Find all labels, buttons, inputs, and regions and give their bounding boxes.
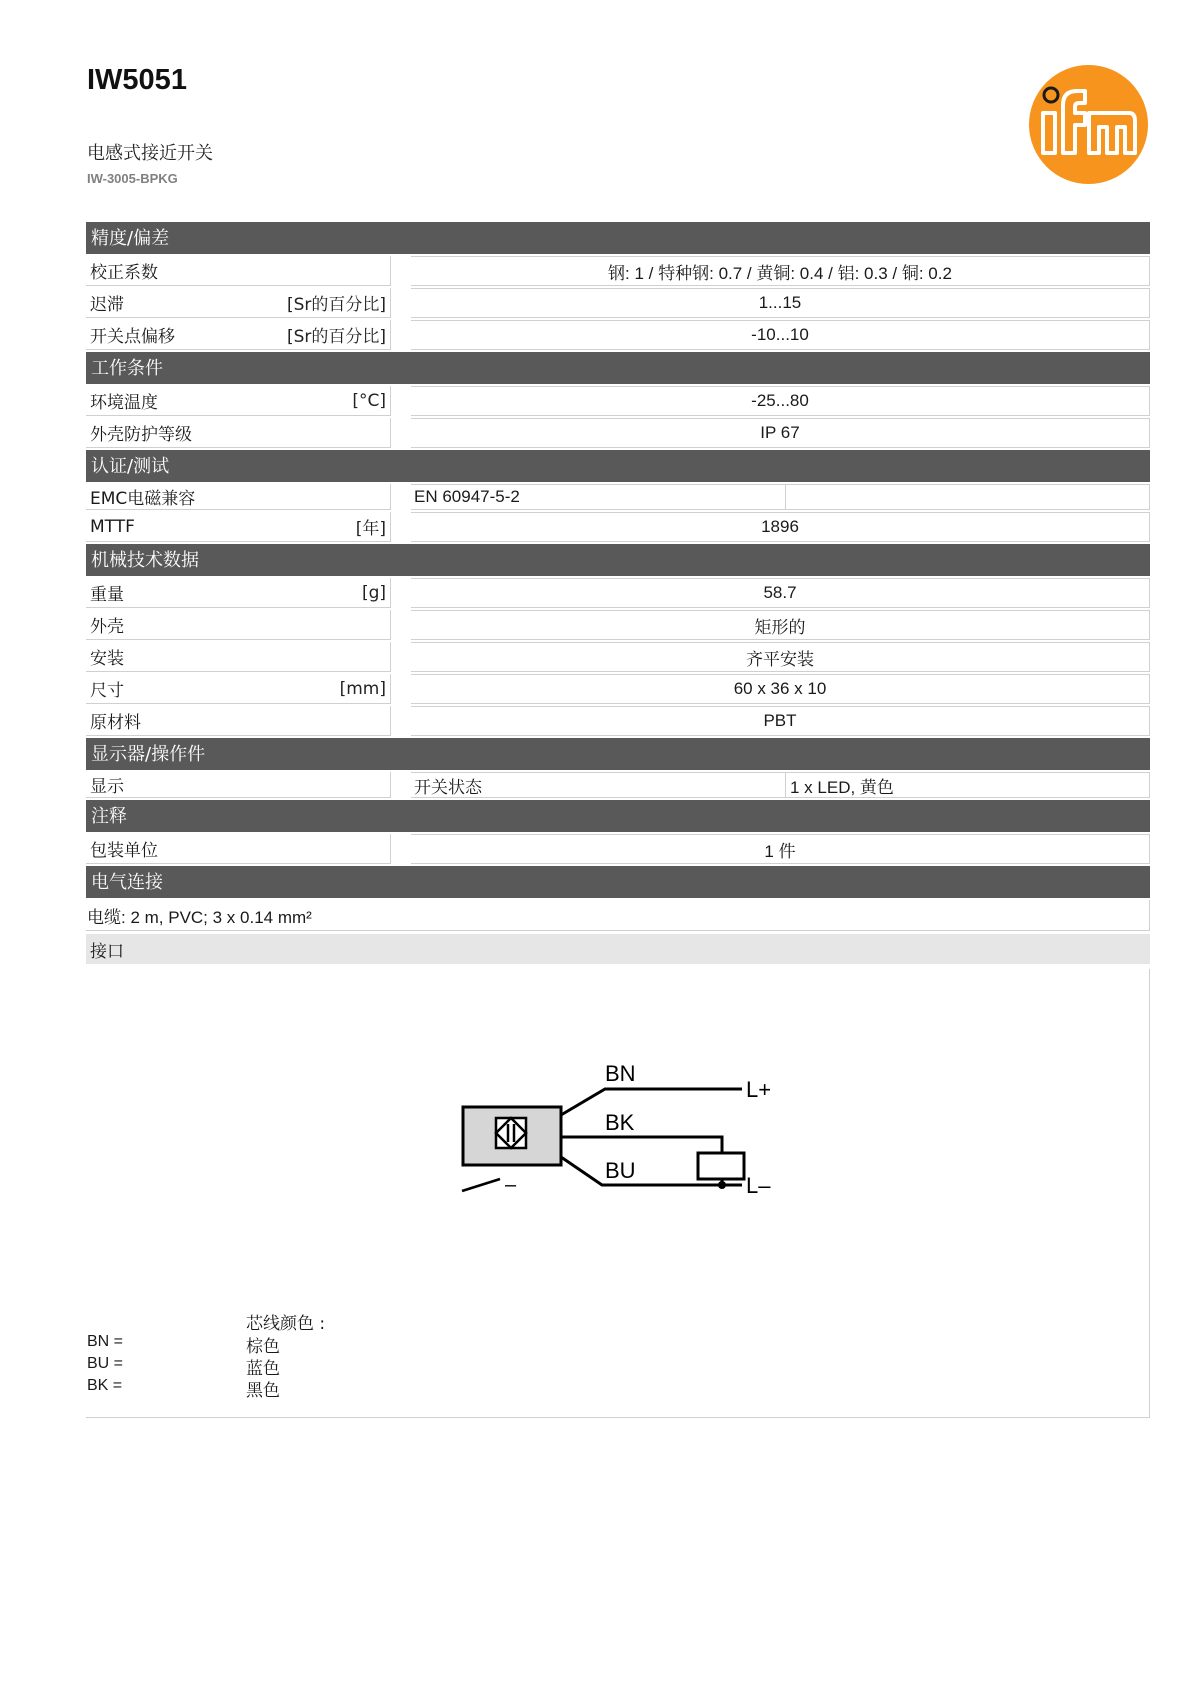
row-weight xyxy=(86,578,1150,608)
spec-table xyxy=(86,220,1150,1418)
row-value: -10...10 xyxy=(411,320,1150,350)
terminal-lminus: L– xyxy=(746,1173,771,1198)
legend-value: 蓝色 xyxy=(246,1359,280,1379)
row-switch-point-drift xyxy=(86,320,1150,350)
row-label: EMC电磁兼容 xyxy=(90,489,196,509)
interface-header: 接口 xyxy=(86,934,1150,964)
section-header-display: 显示器/操作件 xyxy=(86,738,1150,770)
wire-label-bk: BK xyxy=(605,1110,635,1135)
row-value: 1 件 xyxy=(411,834,1150,864)
row-value: 矩形的 xyxy=(411,610,1150,640)
row-label: 外壳 xyxy=(90,617,124,637)
row-label: 尺寸 xyxy=(90,681,124,701)
row-unit: [°C] xyxy=(352,390,386,411)
row-label: 重量 xyxy=(90,585,124,605)
row-label: MTTF xyxy=(90,516,135,537)
row-value: -25...80 xyxy=(411,386,1150,416)
row-label: 开关点偏移 xyxy=(90,327,175,347)
row-label: 包装单位 xyxy=(90,841,158,861)
legend-key: BN = xyxy=(87,1333,124,1350)
row-value: PBT xyxy=(411,706,1150,736)
row-value: 钢: 1 / 特种钢: 0.7 / 黄铜: 0.4 / 铝: 0.3 / 铜: 0.2 xyxy=(411,256,1150,286)
row-housing xyxy=(86,610,1150,640)
section-header-approvals: 认证/测试 xyxy=(86,450,1150,482)
row-label: 外壳防护等级 xyxy=(90,425,192,445)
row-label: 迟滞 xyxy=(90,295,124,315)
row-value: 齐平安装 xyxy=(411,642,1150,672)
row-unit: [Sr的百分比] xyxy=(286,295,386,315)
section-header-accuracy: 精度/偏差 xyxy=(86,222,1150,254)
row-label: 显示 xyxy=(90,777,124,797)
row-emc xyxy=(86,484,1150,510)
legend-value: 黑色 xyxy=(246,1381,280,1401)
section-header-electrical: 电气连接 xyxy=(86,866,1150,898)
product-title: IW5051 xyxy=(87,64,187,96)
wire-label-bu: BU xyxy=(605,1158,636,1183)
interface-panel xyxy=(86,969,1150,1418)
row-value: 1 x LED, 黄色 xyxy=(786,772,1150,798)
row-protection xyxy=(86,418,1150,448)
wiring-diagram xyxy=(460,1045,860,1235)
section-header-operating: 工作条件 xyxy=(86,352,1150,384)
row-display xyxy=(86,772,1150,798)
row-ambient-temp xyxy=(86,386,1150,416)
cable-spec: 电缆: 2 m, PVC; 3 x 0.14 mm² xyxy=(86,900,1150,931)
row-value: 1...15 xyxy=(411,288,1150,318)
row-value: IP 67 xyxy=(411,418,1150,448)
row-mttf xyxy=(86,512,1150,542)
legend-key: BK = xyxy=(87,1377,123,1394)
row-value: 58.7 xyxy=(411,578,1150,608)
row-mounting xyxy=(86,642,1150,672)
row-label: 原材料 xyxy=(90,713,141,733)
ifm-logo xyxy=(1029,65,1148,184)
legend-value: 棕色 xyxy=(246,1337,280,1357)
product-code: IW-3005-BPKG xyxy=(87,171,178,186)
row-value: 60 x 36 x 10 xyxy=(411,674,1150,704)
row-dimensions xyxy=(86,674,1150,704)
section-header-notes: 注释 xyxy=(86,800,1150,832)
row-hysteresis xyxy=(86,288,1150,318)
row-value: EN 60947-5-2 xyxy=(411,484,786,510)
row-correction-factor xyxy=(86,256,1150,286)
row-unit: [年] xyxy=(355,519,386,539)
row-material xyxy=(86,706,1150,736)
legend-heading: 芯线颜色 : xyxy=(246,1314,326,1334)
row-packaging xyxy=(86,834,1150,864)
row-value-empty xyxy=(786,484,1150,510)
switch-symbol: – xyxy=(505,1174,517,1196)
legend-key: BU = xyxy=(87,1355,124,1372)
wire-label-bn: BN xyxy=(605,1061,636,1086)
row-label: 校正系数 xyxy=(90,263,158,283)
row-value: 1896 xyxy=(411,512,1150,542)
row-label: 安装 xyxy=(90,649,124,669)
row-label: 环境温度 xyxy=(90,393,158,413)
product-subtitle: 电感式接近开关 xyxy=(87,143,213,164)
row-unit: [g] xyxy=(361,582,386,603)
row-sub-label: 开关状态 xyxy=(411,772,786,798)
section-header-mechanical: 机械技术数据 xyxy=(86,544,1150,576)
row-unit: [mm] xyxy=(339,678,386,699)
row-unit: [Sr的百分比] xyxy=(286,327,386,347)
terminal-lplus: L+ xyxy=(746,1077,772,1102)
